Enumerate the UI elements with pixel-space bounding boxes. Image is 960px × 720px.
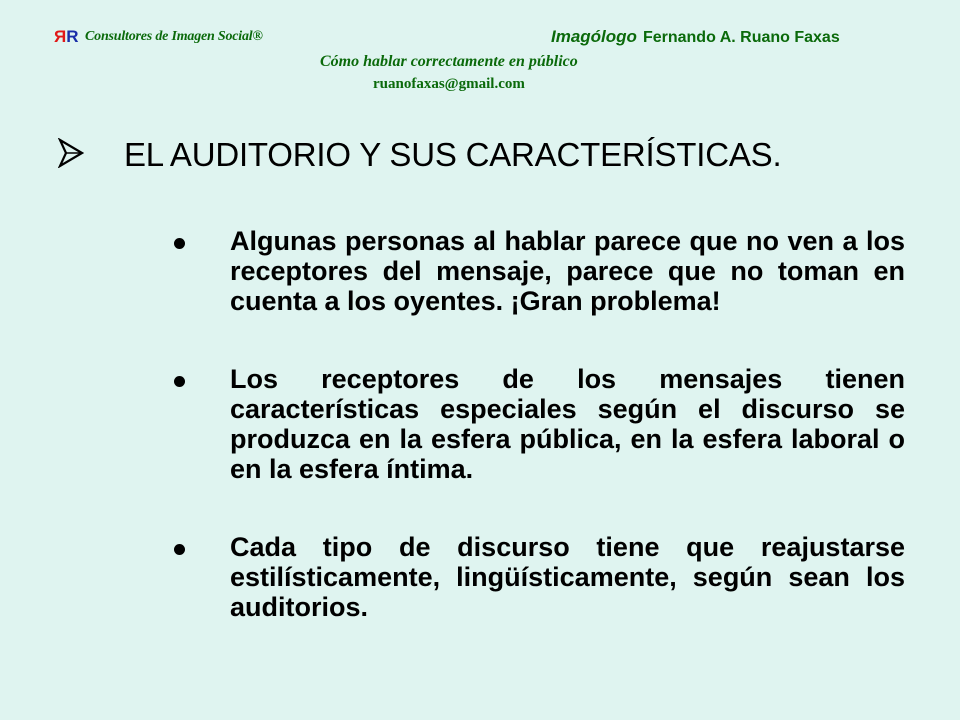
rr-logo: [55, 27, 78, 47]
bullet-item: [170, 226, 905, 316]
bullet-dot-icon: [174, 238, 185, 249]
logo-letter-blue: R: [66, 27, 78, 46]
bullet-text: Cada tipo de discurso tiene que reajustarse estilísticamente, lingüísticamente, según sean los auditorios.: [230, 532, 905, 622]
section-title: EL AUDITORIO Y SUS CARACTERÍSTICAS.: [124, 136, 782, 173]
bullet-item: [170, 532, 905, 622]
bullet-dot-icon: [174, 544, 185, 555]
bullet-dot-icon: [174, 376, 185, 387]
author-name: Fernando A. Ruano Faxas: [642, 29, 840, 46]
presentation-subtitle: Cómo hablar correctamente en público: [320, 53, 578, 70]
header: [55, 27, 905, 51]
contact-email: ruanofaxas@gmail.com: [373, 76, 525, 92]
author-role: Imagólogo: [551, 27, 637, 46]
bullet-item: [170, 364, 905, 484]
bullet-list: [170, 226, 905, 670]
logo-letter-red: R: [55, 27, 67, 46]
bullet-text: Los receptores de los mensajes tienen características especiales según el discurso se produzca en la esfera pública, en la esfera laboral o en la esfera íntima.: [230, 364, 905, 484]
author-block: [551, 27, 840, 47]
arrow-check-bullet-icon: [58, 138, 84, 168]
bullet-text: Algunas personas al hablar parece que no ven a los receptores del mensaje, parece que no toman en cuenta a los oyentes. ¡Gran problema!: [230, 226, 905, 316]
company-name: Consultores de Imagen Social®: [85, 29, 263, 44]
section-heading: [58, 136, 918, 176]
